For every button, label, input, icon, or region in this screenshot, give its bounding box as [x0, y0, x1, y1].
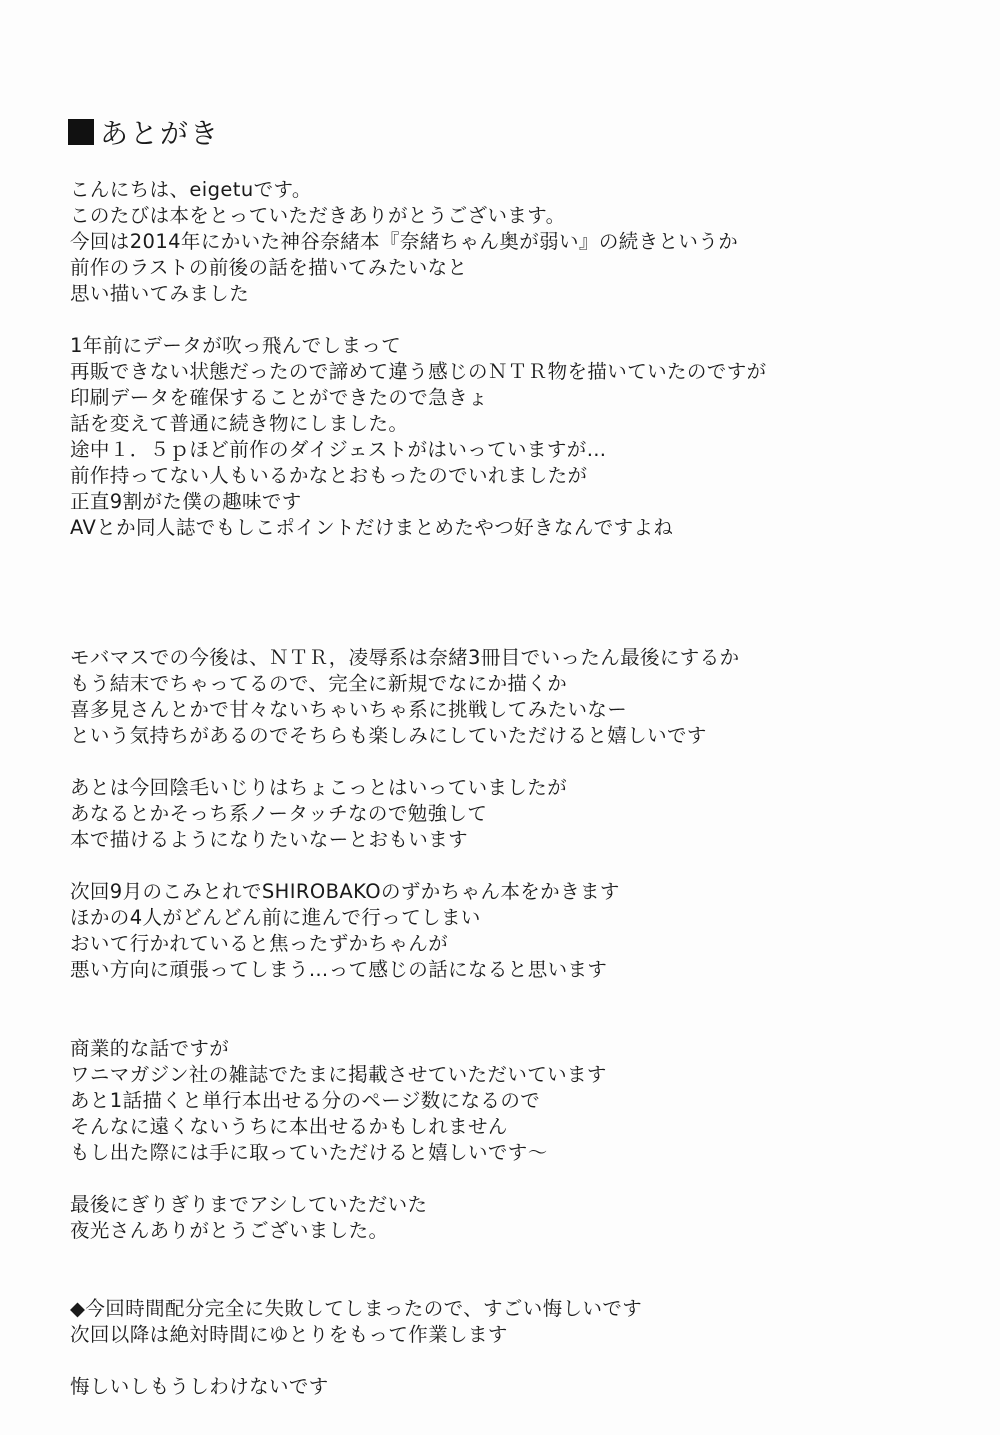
text-line: 再販できない状態だったので諦めて違う感じのＮＴＲ物を描いていたのですが: [70, 360, 767, 383]
text-line: あとは今回陰毛いじりはちょこっとはいっていましたが: [70, 776, 568, 799]
text-line: 本で描けるようになりたいなーとおもいます: [70, 828, 469, 851]
text-line: AVとか同人誌でもしこポイントだけまとめたやつ好きなんですよね: [70, 516, 674, 539]
text-line: もう結末でちゃってるので、完全に新規でなにか描くか: [70, 672, 568, 695]
text-line: 今回は2014年にかいた神谷奈緒本『奈緒ちゃん奥が弱い』の続きというか: [70, 230, 739, 253]
text-line: おいて行かれていると焦ったずかちゃんが: [70, 932, 449, 955]
text-line: 前作のラストの前後の話を描いてみたいなと: [70, 256, 468, 279]
text-line: モバマスでの今後は、ＮＴＲ，凌辱系は奈緒3冊目でいったん最後にするか: [70, 646, 740, 669]
text-line: 喜多見さんとかで甘々ないちゃいちゃ系に挑戦してみたいなー: [70, 698, 628, 721]
text-line: 商業的な話ですが: [70, 1037, 230, 1060]
paragraph-next-event: [70, 879, 620, 983]
text-line: ほかの4人がどんどん前に進んで行ってしまい: [70, 906, 481, 929]
paragraph-regret: [70, 1296, 642, 1348]
text-line: あなるとかそっち系ノータッチなので勉強して: [70, 802, 488, 825]
black-square-icon: [68, 119, 94, 145]
text-line: 次回以降は絶対時間にゆとりをもって作業します: [70, 1323, 508, 1346]
text-line: 正直9割がた僕の趣味です: [70, 490, 302, 513]
text-line: 悪い方向に頑張ってしまう…って感じの話になると思います: [70, 958, 608, 981]
text-line: 前作持ってない人もいるかなとおもったのでいれましたが: [70, 464, 588, 487]
paragraph-thanks: [70, 1192, 427, 1244]
text-line: 1年前にデータが吹っ飛んでしまって: [70, 334, 402, 357]
paragraph-study: [70, 775, 567, 853]
text-line: もし出た際には手に取っていただけると嬉しいです～: [70, 1141, 548, 1164]
text-line: という気持ちがあるのでそちらも楽しみにしていただけると嬉しいです: [70, 724, 707, 747]
text-line: ワニマガジン社の雑誌でたまに掲載させていただいています: [70, 1063, 607, 1086]
paragraph-data-loss: [70, 333, 767, 541]
text-line: 最後にぎりぎりまでアシしていただいた: [70, 1193, 428, 1216]
text-line: 印刷データを確保することができたので急きょ: [70, 386, 488, 409]
page-title: [68, 112, 220, 152]
text-line: 思い描いてみました: [70, 282, 250, 305]
text-line: 次回9月のこみとれでSHIROBAKOのずかちゃん本をかきます: [70, 880, 620, 903]
page-title-text: あとがき: [100, 117, 221, 150]
text-line: 悔しいしもうしわけないです: [70, 1375, 329, 1398]
paragraph-apology: [70, 1374, 329, 1400]
text-line: あと1話描くと単行本出せる分のページ数になるので: [70, 1089, 541, 1112]
text-line: このたびは本をとっていただきありがとうございます。: [70, 204, 566, 227]
text-line: ◆今回時間配分完全に失敗してしまったので、すごい悔しいです: [70, 1297, 643, 1320]
text-line: そんなに遠くないうちに本出せるかもしれません: [70, 1115, 508, 1138]
text-line: 話を変えて普通に続き物にしました。: [70, 412, 409, 435]
paragraph-future-plans: [70, 645, 740, 749]
paragraph-commercial: [70, 1036, 607, 1166]
text-line: 夜光さんありがとうございました。: [70, 1219, 389, 1242]
text-line: こんにちは、eigetuです。: [70, 178, 312, 201]
text-line: 途中１．５ｐほど前作のダイジェストがはいっていますが…: [70, 438, 607, 461]
paragraph-greeting: [70, 177, 738, 307]
